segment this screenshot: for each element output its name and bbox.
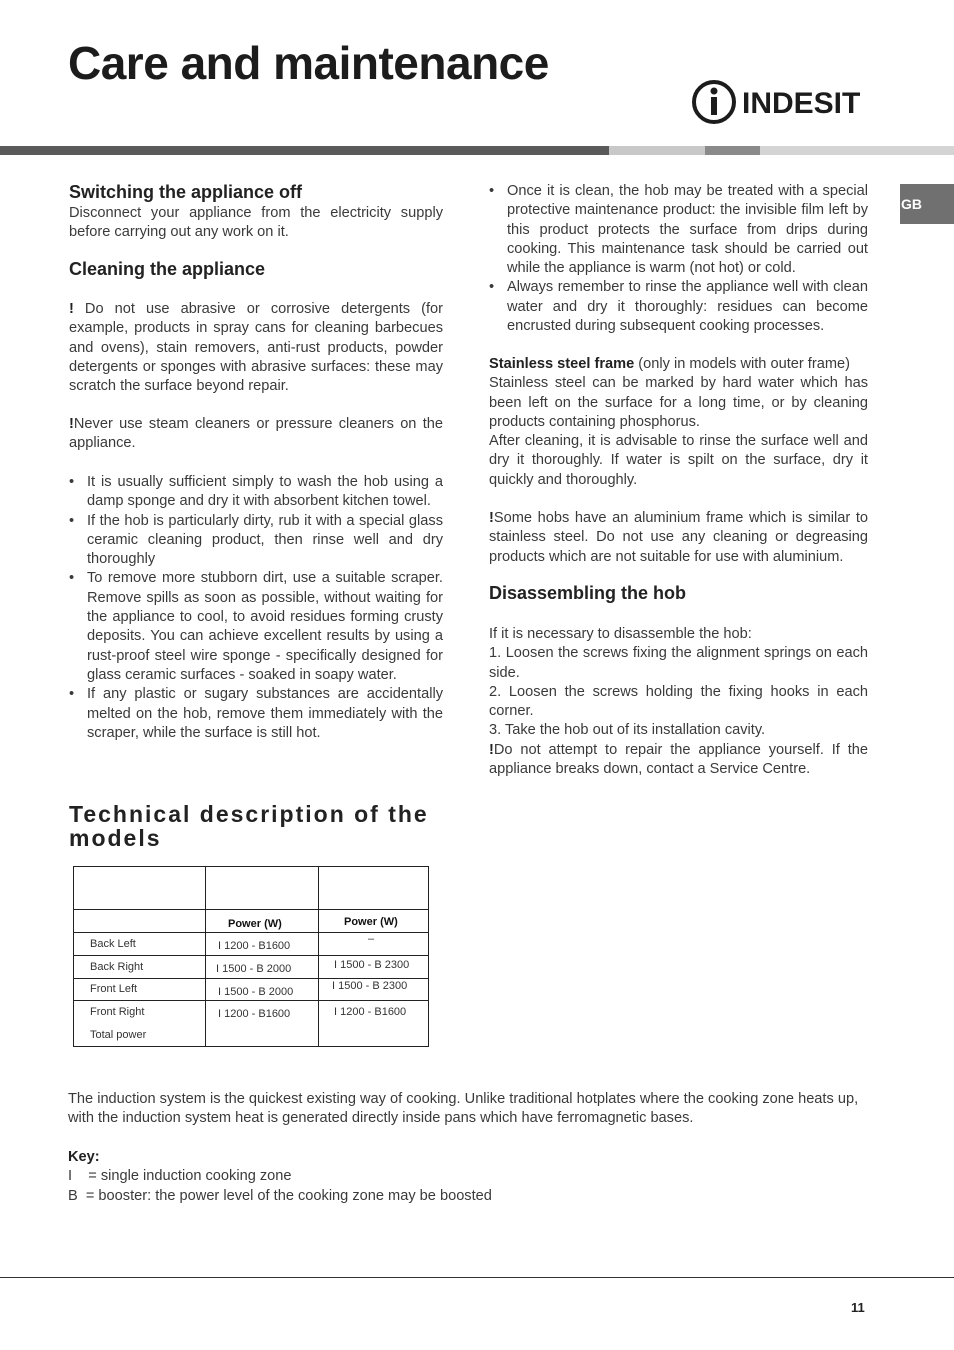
cleaning-bullet-list: [69, 473, 443, 743]
list-item: • To remove more stubborn dirt, use a suitable scraper. Remove spills as soon as possible, without waiting for the appliance to cool, to avoid residues forming crusty deposits. You can achieve excellent results by using a rust-proof steel wire sponge - specifically designed for glass ceramic surfaces - soaked in soapy water.: [69, 569, 443, 685]
indesit-logo-mark: [690, 78, 870, 126]
table-rule: [205, 866, 206, 1047]
stainless-steel-text-2: After cleaning, it is advisable to rinse the surface well and dry it thoroughly. If water is spilt on the surface, dry it quickly and thoroughly.: [489, 433, 868, 488]
disassemble-step-3: 3. Take the hob out of its installation cavity.: [489, 722, 766, 739]
table-rule: [318, 866, 319, 1047]
table-header-power: Power (W): [228, 918, 282, 930]
table-rule: [73, 1000, 429, 1001]
warning-mark: !: [489, 741, 494, 758]
disassembling-heading: Disassembling the hob: [489, 583, 687, 603]
cleaning-warning-2: [69, 415, 443, 454]
stainless-steel-section: [489, 355, 868, 490]
warning-mark: !: [69, 416, 74, 432]
warning-text: Do not use abrasive or corrosive detergents (for example, products in spray cans for cleaning barbecues and ovens), stain removers, anti-rust products, powder detergents or sponges with abrasive surfaces: these may scratch the surface beyond repair.: [69, 301, 443, 395]
switching-off-text: Disconnect your appliance from the electricity supply before carrying out any work on it.: [69, 205, 443, 241]
table-cell: I 1500 - B 2000: [216, 963, 292, 975]
table-header-power: Power (W): [344, 916, 398, 928]
stainless-steel-text-1: Stainless steel can be marked by hard water which has been left on the surface for a long time, or by cleaning products containing phosphorus.: [489, 375, 868, 430]
warning-text: Do not attempt to repair the appliance yourself. If the appliance breaks down, contact a Service Centre.: [489, 741, 868, 778]
header-bar-mid: [705, 146, 760, 155]
heading-line-2: models: [69, 825, 162, 851]
aluminium-warning: [489, 509, 868, 567]
models-table: [73, 866, 429, 1047]
list-item: • If any plastic or sugary substances are accidentally melted on the hob, remove them immediately with the scraper, while the surface is still hot.: [69, 685, 443, 743]
table-cell: I 1200 - B1600: [218, 1008, 291, 1020]
protection-bullet-list: [489, 182, 868, 336]
list-item: • Always remember to rinse the appliance well with clean water and dry it thoroughly: residues can become encrusted during subsequent cooking processes.: [489, 278, 868, 336]
table-rule: [73, 932, 429, 933]
disassemble-intro: If it is necessary to disassemble the hob:: [489, 626, 752, 642]
disassemble-step-1: 1. Loosen the screws fixing the alignment springs on each side.: [489, 645, 868, 681]
warning-text: Some hobs have an aluminium frame which is similar to stainless steel. Do not use any cleaning or degreasing products which are not suitable for use with aluminium.: [489, 510, 868, 565]
key-single-induction: I = single induction cooking zone: [68, 1168, 292, 1184]
logo-wordmark: INDESIT: [742, 87, 861, 120]
cleaning-warning-1: [69, 300, 443, 396]
table-rule: [73, 866, 74, 1047]
warning-text: Never use steam cleaners or pressure cleaners on the appliance.: [69, 416, 443, 452]
table-rule: [73, 1046, 429, 1047]
switching-off-heading: Switching the appliance off: [69, 182, 303, 202]
table-row-label: Total power: [90, 1029, 147, 1041]
table-row-label: Back Left: [90, 938, 136, 950]
table-rule: [73, 909, 429, 910]
table-cell: I 1500 - B 2000: [218, 986, 294, 998]
language-tab: GB: [900, 184, 954, 224]
table-cell: I 1500 - B 2300: [332, 980, 408, 992]
warning-mark: !: [489, 510, 494, 526]
footer-rule: [0, 1277, 954, 1278]
table-cell: I 1200 - B1600: [334, 1006, 407, 1018]
cleaning-heading: Cleaning the appliance: [69, 259, 266, 279]
disassembling-steps: [489, 625, 868, 779]
disassemble-step-2: 2. Loosen the screws holding the fixing hooks in each corner.: [489, 683, 868, 720]
table-rule: [73, 866, 429, 867]
table-row-label: Front Right: [90, 1006, 145, 1018]
indesit-logo: [690, 78, 870, 126]
warning-mark: !: [69, 301, 74, 317]
header-bar-light-2: [760, 146, 954, 155]
table-rule: [73, 955, 429, 956]
table-rule: [73, 978, 429, 979]
list-item: • Once it is clean, the hob may be treated with a special protective maintenance product: the invisible film left by this product protects the surface from drips during cooking. This maintenance task should be carried out while the appliance is warm (not hot) or cold.: [489, 182, 868, 278]
page-title: Care and maintenance: [68, 37, 549, 89]
header-bar-dark: [0, 146, 609, 155]
technical-description-heading: [69, 802, 449, 850]
stainless-steel-note: (only in models with outer frame): [634, 356, 850, 372]
table-row-label: Front Left: [90, 983, 138, 995]
table-cell: I 1200 - B1600: [218, 940, 291, 952]
table-row-label: Back Right: [90, 961, 144, 973]
header-bar-light: [609, 146, 705, 155]
list-item: • If the hob is particularly dirty, rub it with a special glass ceramic cleaning product, then rinse well and dry thoroughly: [69, 512, 443, 570]
table-cell: I 1500 - B 2300: [334, 959, 410, 971]
list-item: • It is usually sufficient simply to wash the hob using a damp sponge and dry it with absorbent kitchen towel.: [69, 473, 443, 512]
induction-text: The induction system is the quickest existing way of cooking. Unlike traditional hotplates where the cooking zone heats up, with the induction system heat is generated directly inside pans which have ferromagnetic bases.: [68, 1091, 859, 1127]
key-booster: B = booster: the power level of the cooking zone may be boosted: [68, 1188, 492, 1204]
stainless-steel-label: Stainless steel frame: [489, 356, 635, 372]
table-cell: –: [368, 933, 375, 945]
table-rule: [428, 866, 429, 1047]
page-number: 11: [851, 1300, 865, 1315]
heading-line-1: Technical description of the: [69, 801, 429, 827]
key-heading: Key:: [68, 1149, 100, 1165]
